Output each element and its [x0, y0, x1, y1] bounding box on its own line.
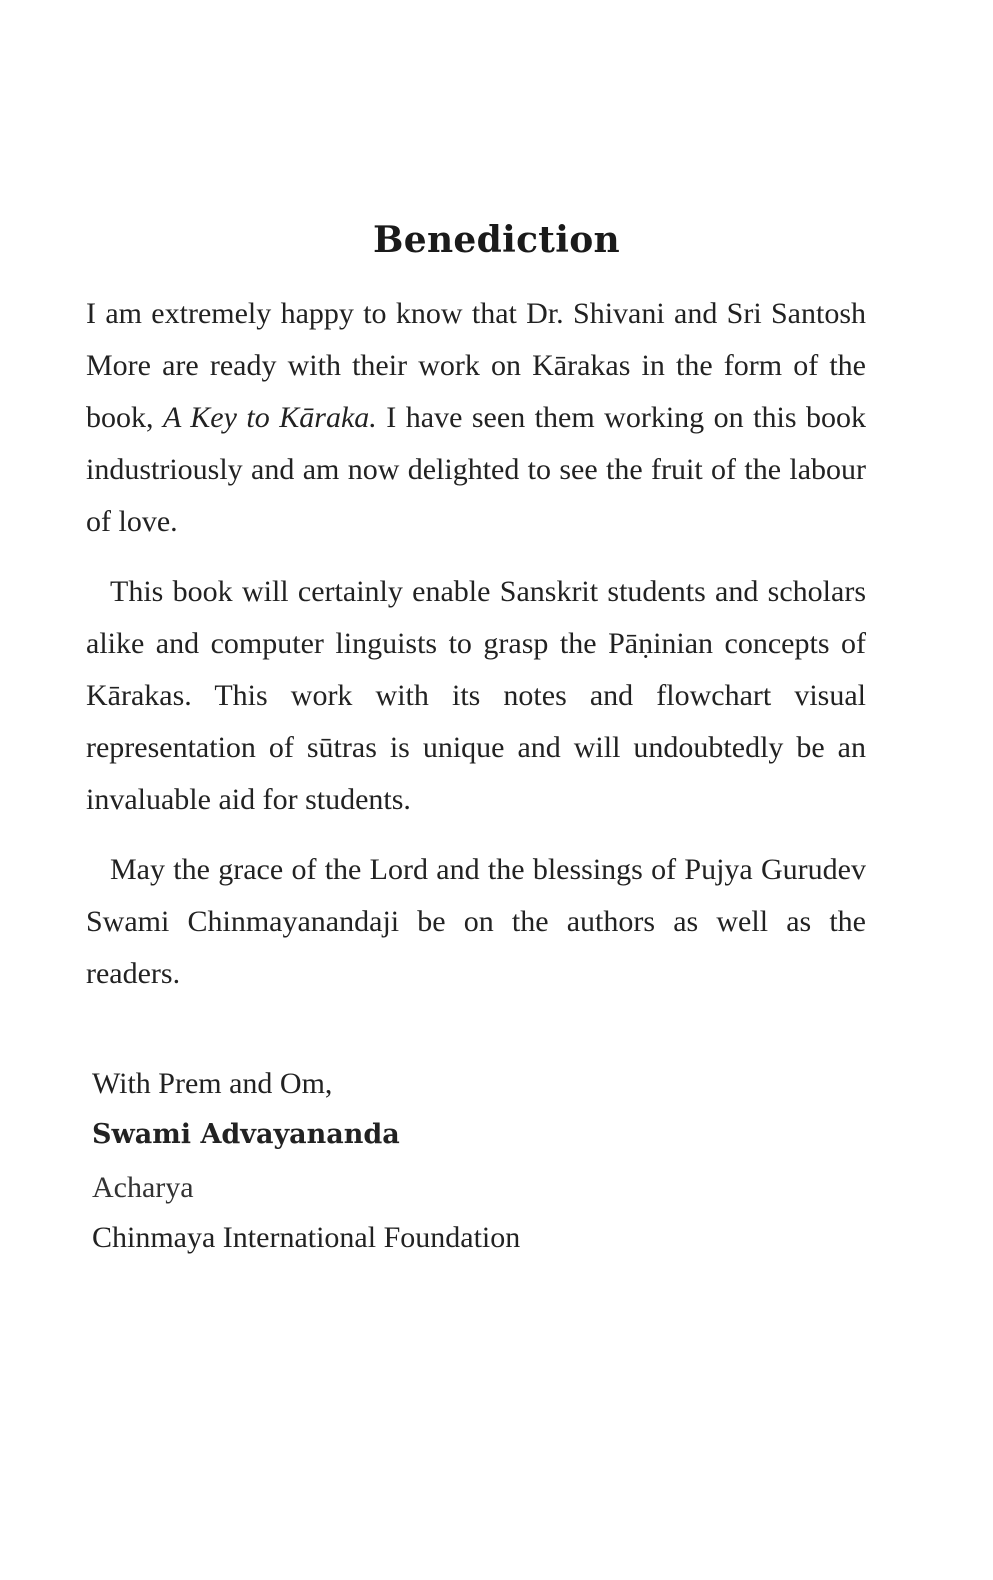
paragraph-3-text: May the grace of the Lord and the blessings of Pujya Gurudev Swami Chinmayanandaji be on the authors as well as the readers. — [86, 853, 866, 990]
signature-organization: Chinmaya International Foundation — [92, 1221, 521, 1254]
signature-name: Swami Advayananda — [92, 1119, 400, 1150]
paragraph-1-text-end: I have seen them working on this book industriously and am now delighted to see the fruit of the labour of love. — [86, 401, 867, 538]
signature-closing: With Prem and Om, — [92, 1067, 333, 1100]
paragraph-3 — [86, 844, 866, 1000]
page-title: Benediction — [373, 219, 620, 261]
signature-role: Acharya — [92, 1171, 194, 1204]
paragraph-2 — [86, 566, 866, 826]
paragraph-1-text-start: I am extremely happy to know that Dr. Shivani and Sri Santosh More are ready with their work on Kārakas in the form of the book, — [86, 297, 866, 434]
paragraph-1 — [86, 288, 866, 548]
paragraph-2-text: This book will certainly enable Sanskrit students and scholars alike and computer linguists to grasp the Pāṇinian concepts of Kārakas. This work with its notes and flowchart visual representation of sūtras is unique and will undoubtedly be an invaluable aid for students. — [86, 575, 866, 816]
book-title-italic: A Key to Kāraka. — [163, 401, 377, 434]
